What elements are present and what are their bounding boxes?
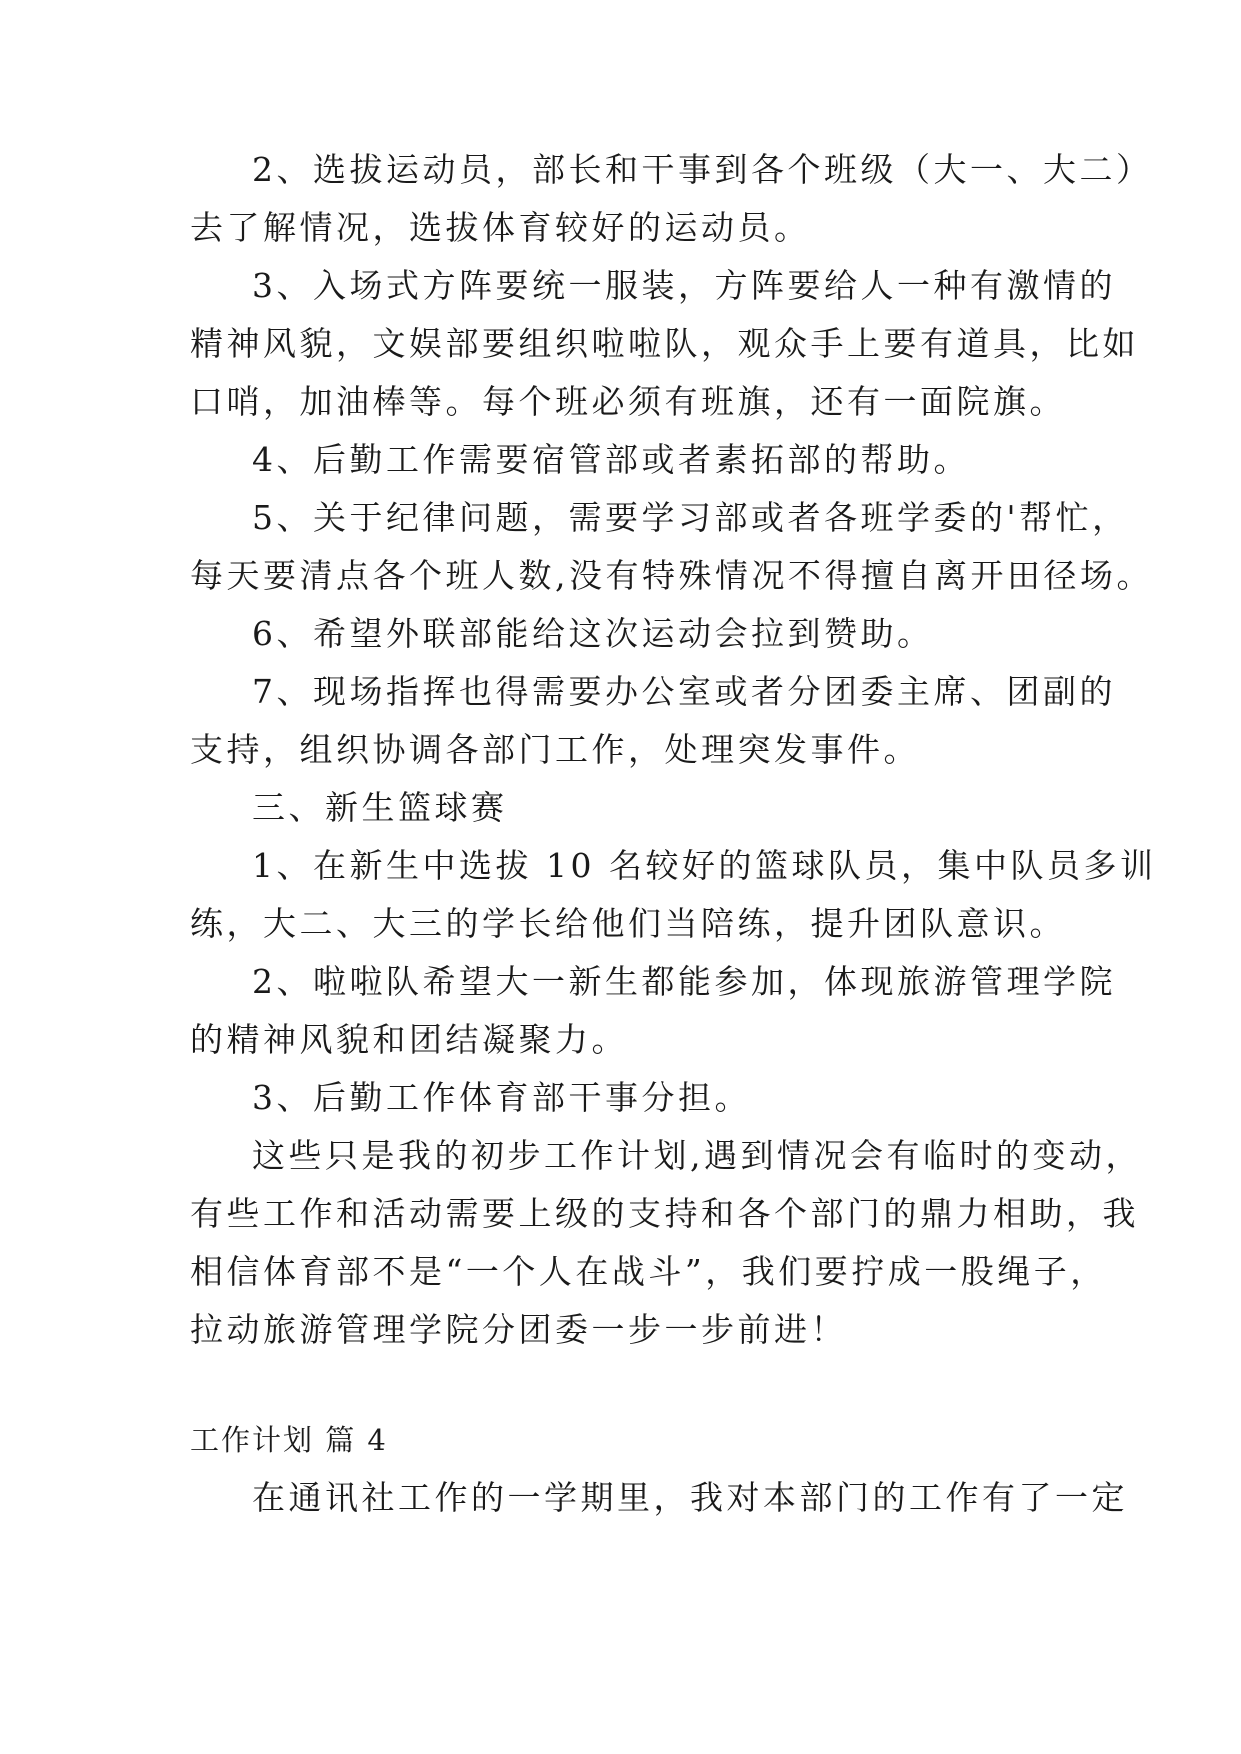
paragraph-line: 去了解情况，选拔体育较好的运动员。 [190,208,811,247]
paragraph-line: 6、希望外联部能给这次运动会拉到赞助。 [252,614,934,653]
paragraph-line: 的精神风貌和团结凝聚力。 [190,1020,628,1059]
paragraph-line: 这些只是我的初步工作计划,遇到情况会有临时的变动， [252,1136,1142,1175]
paragraph-line: 拉动旅游管理学院分团委一步一步前进！ [190,1310,847,1349]
paragraph-line: 7、现场指挥也得需要办公室或者分团委主席、团副的 [252,672,1116,711]
paragraph-line: 支持，组织协调各部门工作，处理突发事件。 [190,730,920,769]
paragraph-line: 2、啦啦队希望大一新生都能参加，体现旅游管理学院 [252,962,1116,1001]
paragraph-line: 4、后勤工作需要宿管部或者素拓部的帮助。 [252,440,970,479]
paragraph-line: 相信体育部不是“一个人在战斗”，我们要拧成一股绳子， [190,1252,1107,1291]
paragraph-line: 2、选拔运动员，部长和干事到各个班级（大一、大二） [252,150,1153,189]
paragraph-line: 精神风貌，文娱部要组织啦啦队，观众手上要有道具，比如 [190,324,1139,363]
paragraph-line: 1、在新生中选拔 10 名较好的篮球队员，集中队员多训 [252,846,1157,885]
paragraph-line: 口哨，加油棒等。每个班必须有班旗，还有一面院旗。 [190,382,1066,421]
paragraph-line: 练，大二、大三的学长给他们当陪练，提升团队意识。 [190,904,1066,943]
paragraph-line: 3、后勤工作体育部干事分担。 [252,1078,751,1117]
section-heading: 三、新生篮球赛 [252,788,508,827]
paragraph-line: 5、关于纪律问题，需要学习部或者各班学委的'帮忙， [252,498,1129,537]
paragraph-line: 在通讯社工作的一学期里，我对本部门的工作有了一定 [252,1478,1128,1517]
paragraph-line: 3、入场式方阵要统一服装，方阵要给人一种有激情的 [252,266,1116,305]
paragraph-line: 每天要清点各个班人数,没有特殊情况不得擅自离开田径场。 [190,556,1153,595]
article-title: 工作计划 篇 4 [190,1423,388,1457]
paragraph-line: 有些工作和活动需要上级的支持和各个部门的鼎力相助，我 [190,1194,1139,1233]
